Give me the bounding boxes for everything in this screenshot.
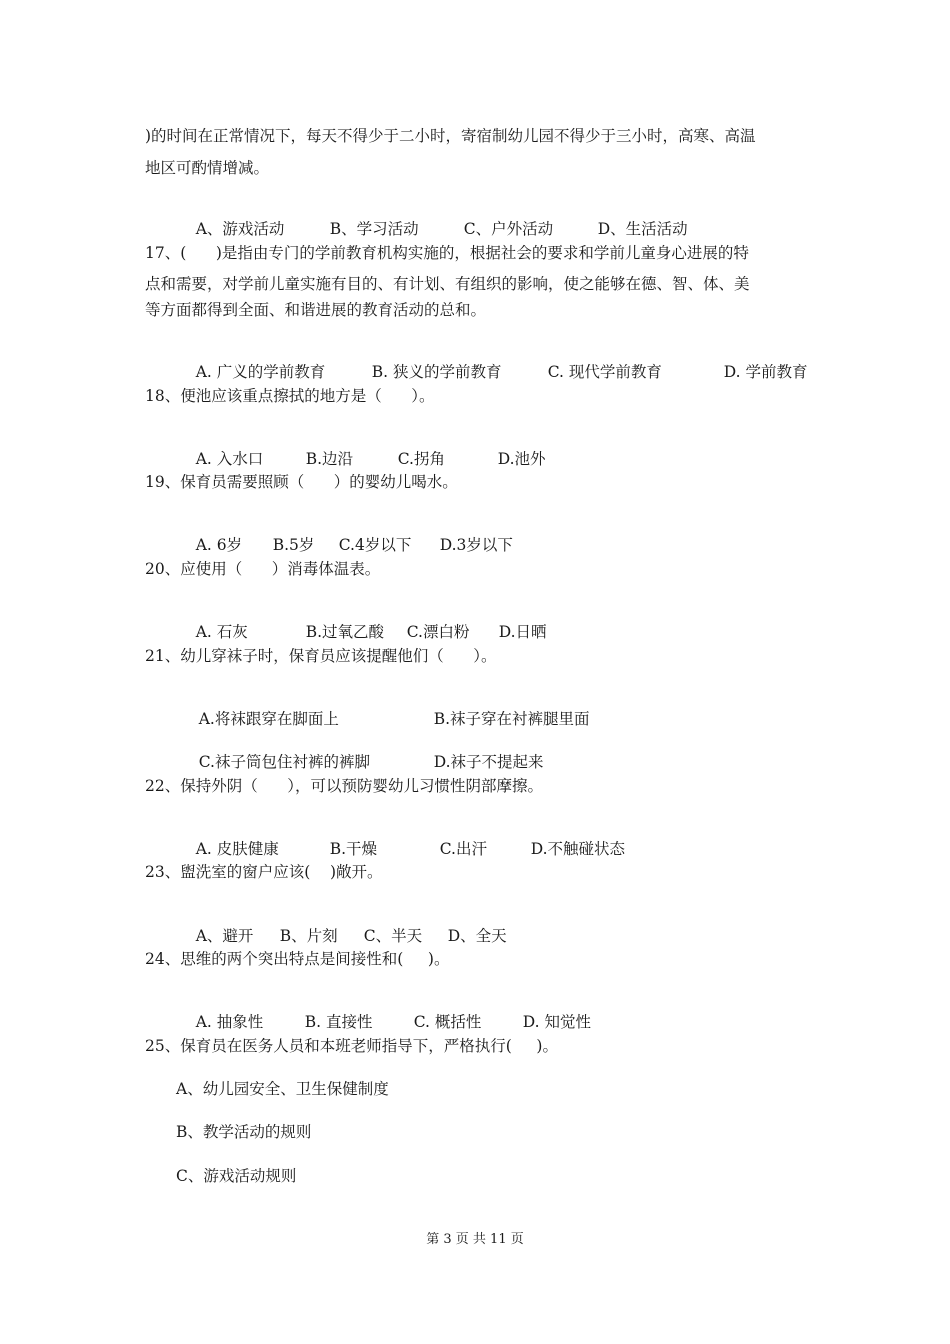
- option-a: A. 皮肤健康: [195, 840, 279, 858]
- option-b: B、片刻: [279, 927, 338, 945]
- option-c: C.袜子筒包住衬裤的裤脚: [198, 753, 370, 771]
- question-17-line-3: 等方面都得到全面、和谐进展的教育活动的总和。: [145, 301, 487, 319]
- option-b: B.袜子穿在衬裤腿里面: [433, 710, 590, 728]
- question-25-option-c: C、游戏活动规则: [176, 1167, 297, 1185]
- question-22-stem: 22、保持外阴（ ），可以预防婴幼儿习惯性阴部摩擦。: [145, 777, 544, 795]
- option-d: D.不触碰状态: [530, 840, 626, 858]
- option-d: D、生活活动: [597, 220, 688, 238]
- question-25-option-a: A、幼儿园安全、卫生保健制度: [176, 1080, 389, 1098]
- option-a: A. 广义的学前教育: [195, 363, 326, 381]
- option-a: A.将袜跟穿在脚面上: [198, 710, 339, 728]
- option-d: D、全天: [447, 927, 507, 945]
- option-b: B. 狭义的学前教育: [371, 363, 502, 381]
- option-b: B.5岁: [272, 536, 315, 554]
- option-c: C.拐角: [397, 450, 445, 468]
- option-a: A、游戏活动: [195, 220, 285, 238]
- option-c: C.漂白粉: [406, 623, 470, 641]
- question-17-line-2: 点和需要，对学前儿童实施有目的、有计划、有组织的影响，使之能够在德、智、体、美: [145, 275, 750, 293]
- option-d: D.日晒: [498, 623, 547, 641]
- option-c: C.出汗: [439, 840, 487, 858]
- question-16-line-1: )的时间在正常情况下，每天不得少于二小时，寄宿制幼儿园不得少于三小时，高寒、高温: [145, 127, 756, 145]
- question-23-stem: 23、盥洗室的窗户应该( )敞开。: [145, 863, 383, 881]
- option-b: B. 直接性: [304, 1013, 373, 1031]
- option-a: A. 抽象性: [195, 1013, 264, 1031]
- option-c: C、半天: [363, 927, 423, 945]
- question-19-stem: 19、保育员需要照顾（ ）的婴幼儿喝水。: [145, 473, 458, 491]
- option-c: C.4岁以下: [338, 536, 412, 554]
- option-c: C. 现代学前教育: [547, 363, 662, 381]
- option-a: A. 入水口: [195, 450, 264, 468]
- option-d: D.3岁以下: [439, 536, 513, 554]
- option-a: A. 石灰: [195, 623, 248, 641]
- option-a: A. 6岁: [195, 536, 243, 554]
- question-18-stem: 18、便池应该重点擦拭的地方是（ ）。: [145, 387, 435, 405]
- option-b: B.过氧乙酸: [305, 623, 385, 641]
- question-20-stem: 20、应使用（ ）消毒体温表。: [145, 560, 381, 578]
- question-25-option-b: B、教学活动的规则: [176, 1123, 312, 1141]
- option-c: C. 概括性: [413, 1013, 482, 1031]
- option-d: D. 知觉性: [522, 1013, 591, 1031]
- option-b: B.边沿: [305, 450, 354, 468]
- option-c: C、户外活动: [463, 220, 554, 238]
- option-d: D.袜子不提起来: [433, 753, 544, 771]
- option-d: D.池外: [497, 450, 546, 468]
- page-number-footer: 第 3 页 共 11 页: [426, 1232, 524, 1247]
- question-25-stem: 25、保育员在医务人员和本班老师指导下，严格执行( )。: [145, 1037, 558, 1055]
- option-a: A、避开: [195, 927, 254, 945]
- option-b: B.干燥: [329, 840, 378, 858]
- question-16-line-2: 地区可酌情增减。: [145, 159, 270, 177]
- question-21-stem: 21、幼儿穿袜子时，保育员应该提醒他们（ ）。: [145, 647, 497, 665]
- question-24-stem: 24、思维的两个突出特点是间接性和( )。: [145, 950, 450, 968]
- option-b: B、学习活动: [329, 220, 419, 238]
- option-d: D. 学前教育: [723, 363, 808, 381]
- question-17-line-1: 17、( )是指由专门的学前教育机构实施的，根据社会的要求和学前儿童身心进展的特: [145, 244, 749, 262]
